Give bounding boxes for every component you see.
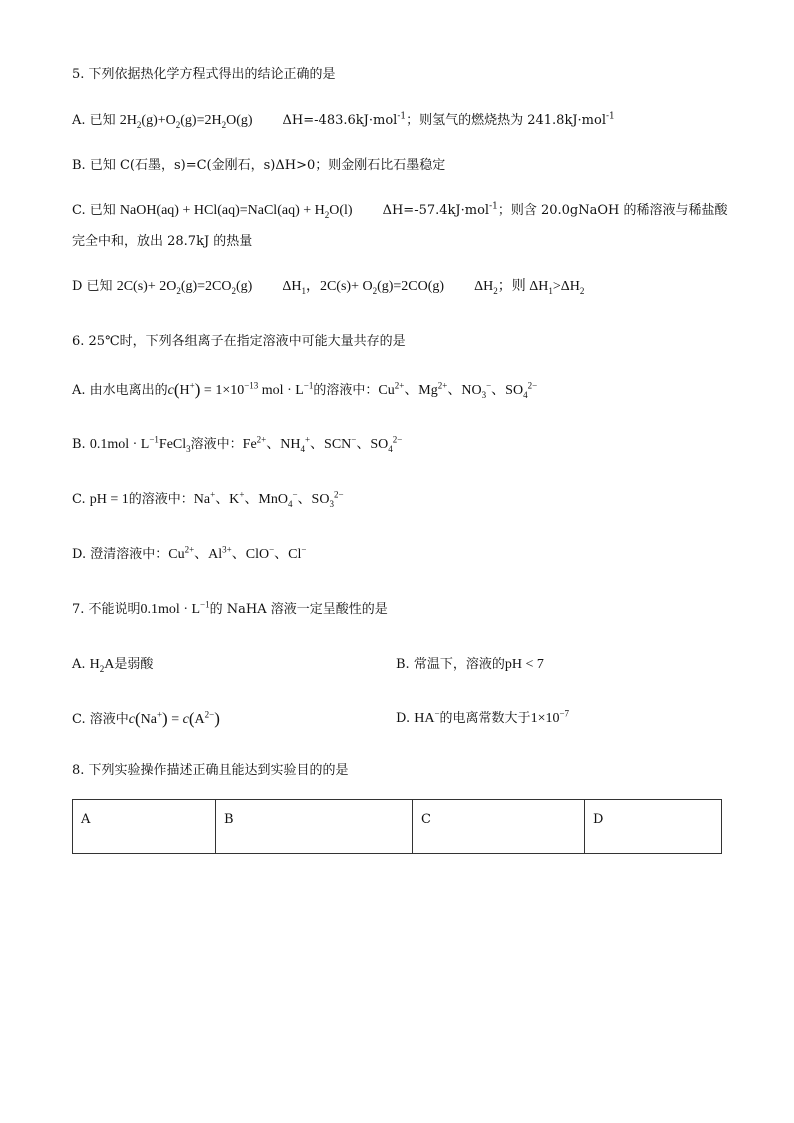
- q7a-acid: $H_2A$: [89, 657, 115, 674]
- q5-option-c: C. 已知 NaOH(aq) + HCl(aq)=NaCl(aq) + $H_2O(l)$ ΔH=-57.4kJ·mol$^{-1}$；则含 20.0gNaOH 的稀溶液与稀盐酸: [72, 201, 728, 220]
- q6b-ions: $Fe^{2+}$、$NH_4^+$、SCN−、$SO_4^{2-}$: [242, 434, 403, 454]
- q6-option-d: D. 澄清溶液中：$Cu^{2+}$、$Al^{3+}$、ClO−、Cl−: [72, 544, 307, 562]
- q7b-expression: pH < 7: [504, 657, 544, 672]
- q6-stem: 6. 25℃时，下列各组离子在指定溶液中可能大量共存的是: [72, 334, 406, 349]
- table-row: [73, 800, 722, 854]
- q5-option-b: B. 已知 C(石墨，s)=C(金刚石，s)ΔH>0；则金刚石比石墨稳定: [72, 158, 446, 173]
- q8-cell-a: A: [73, 800, 216, 854]
- q7d-species: HA−: [414, 708, 440, 726]
- q8-cell-c: C: [413, 800, 585, 854]
- q7-option-c: C. 溶液中$c(Na^+) = c(A^{2-})$: [72, 709, 220, 728]
- q7c-expression: $c(Na^+) = c(A^{2-})$: [128, 709, 220, 728]
- q5c-enthalpy: ΔH=-57.4kJ·mol$^{-1}$: [382, 201, 498, 218]
- q5c-equation: NaOH(aq) + HCl(aq)=NaCl(aq) + $H_2O(l)$: [119, 203, 353, 220]
- q7-option-d: D. HA−的电离常数大于$1\times 10^{-7}$: [396, 708, 570, 726]
- q7-concentration: $0.1mol \cdot L^{-1}$: [140, 599, 210, 617]
- q5a-equation: $2H_2(g)+O_2(g)=2H_2O(g)$: [119, 113, 253, 130]
- q8-stem: 8. 下列实验操作描述正确且能达到实验目的的是: [72, 763, 349, 778]
- q6a-ions: $Cu^{2+}$、$Mg^{2+}$、$NO_3^-$、$SO_4^{2-}$: [378, 380, 538, 400]
- q5-option-c-continued: 完全中和，放出 28.7kJ 的热量: [72, 234, 253, 249]
- q6c-expression: pH = 1: [89, 492, 129, 507]
- q5-stem: 5. 下列依据热化学方程式得出的结论正确的是: [72, 67, 336, 82]
- q5d-equations: $2C(s)+ 2O_2(g)=2CO_2(g)$ $\Delta H_1$，$2C(s)+ O_2(g)=2CO(g)$ $\Delta H_2$；则 $\Delta H_1>\Delta H_2$: [116, 279, 585, 296]
- q6-option-a: A. 由水电离出的$c(H^+) = 1\times 10^{-13}$ mol · $L^{-1}$的溶液中：$Cu^{2+}$、$Mg^{2+}$、$NO_3^-$、$SO_4^{2-}$: [72, 380, 538, 400]
- q5a-enthalpy: ΔH=-483.6kJ·mol$^{-1}$: [282, 111, 407, 128]
- q5-option-a: A. 已知 $2H_2(g)+O_2(g)=2H_2O(g)$ ΔH=-483.6kJ·mol$^{-1}$；则氢气的燃烧热为 241.8kJ·mol$^{-1}$: [72, 111, 615, 130]
- q7d-value: $1\times 10^{-7}$: [530, 708, 570, 726]
- q6b-expression: $0.1mol \cdot L^{-1}FeCl_3$: [89, 434, 191, 454]
- q6-option-c: C. pH = 1的溶液中：Na+、K+、MnO$_4$−、$SO_3^{2-}$: [72, 489, 344, 509]
- q6-option-b: B. $0.1mol \cdot L^{-1}FeCl_3$溶液中：$Fe^{2+}$、$NH_4^+$、SCN−、$SO_4^{2-}$: [72, 434, 403, 454]
- q6a-expression: $c(H^+) = 1\times 10^{-13}$ mol · $L^{-1}$: [167, 380, 314, 399]
- q8-cell-d: D: [585, 800, 722, 854]
- q5-option-d: D 已知 $2C(s)+ 2O_2(g)=2CO_2(g)$ $\Delta H_1$，$2C(s)+ O_2(g)=2CO(g)$ $\Delta H_2$；则 $\Delta H_1>\Delta H_2$: [72, 279, 585, 296]
- q6d-ions: $Cu^{2+}$、$Al^{3+}$、ClO−、Cl−: [168, 544, 307, 562]
- q8-options-table: [72, 799, 722, 854]
- q7-stem: 7. 不能说明$0.1mol \cdot L^{-1}$的 NaHA 溶液一定呈酸性的是: [72, 599, 388, 617]
- q6c-ions: Na+、K+、MnO$_4$−、$SO_3^{2-}$: [193, 489, 344, 509]
- q7-option-a: A. $H_2A$是弱酸: [72, 657, 154, 674]
- q7-option-b: B. 常温下，溶液的pH < 7: [396, 657, 544, 672]
- q8-cell-b: B: [216, 800, 413, 854]
